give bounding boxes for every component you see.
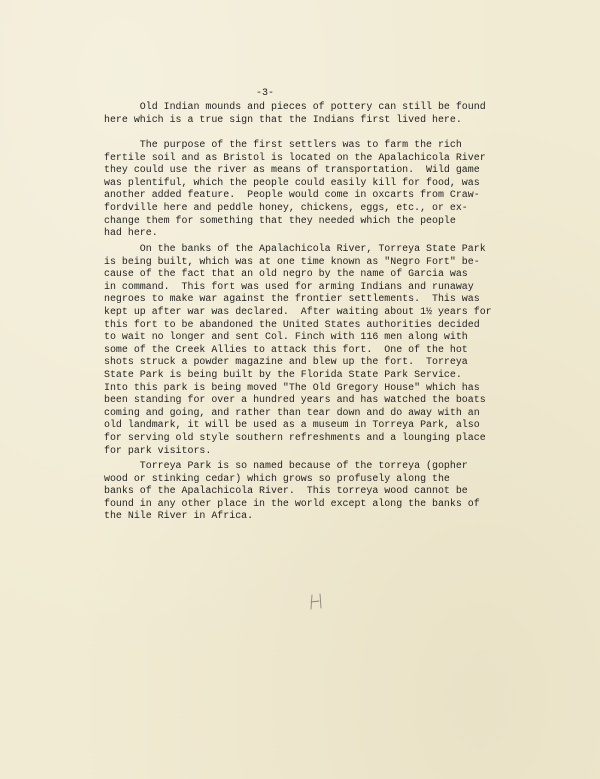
- paragraph-torreya-state-park: On the banks of the Apalachicola River, Torreya State Park is being built, which was at one time known as "Negro Fort" be- cause of the fact that an old negro by the name of Garcia was in command. This fort was used for arming Indians and runaway negroes to make war against the frontier settlements. This was kept up after war was declared. After waiting about 1½ years for this fort to be abandoned the United States authorities decided to wait no longer and sent Col. Finch with 116 men along with some of the Creek Allies to attack this fort. One of the hot shots struck a powder magazine and blew up the fort. Torreya State Park is being built by the Florida State Park Service. Into this park is being moved "The Old Gregory House" which has been standing for over a hundred years and has watched the boats coming and going, and rather than tear down and do away with an old landmark, it will be used as a museum in Torreya Park, also for serving old style southern refreshments and a lounging place for park visitors.: [104, 243, 492, 456]
- pencil-mark: [306, 592, 336, 612]
- paragraph-first-settlers: The purpose of the first settlers was to farm the rich fertile soil and as Bristol is located on the Apalachicola River they could use the river as means of transportation. Wild game was plentiful, which the people could easily kill for food, was another added feature. People would come in oxcarts from Craw- fordville here and peddle honey, chickens, eggs, etc., or ex- change them for something that they needed which the people had here.: [104, 139, 486, 239]
- page-number: -3-: [256, 88, 275, 99]
- paragraph-indian-mounds: Old Indian mounds and pieces of pottery can still be found here which is a true sign that the Indians first lived here.: [104, 101, 486, 125]
- paragraph-torreya-name: Torreya Park is so named because of the torreya (gopher wood or stinking cedar) which grows so profusely along the banks of the Apalachicola River. This torreya wood cannot be found in any other place in the world except along the banks of the Nile River in Africa.: [104, 460, 480, 522]
